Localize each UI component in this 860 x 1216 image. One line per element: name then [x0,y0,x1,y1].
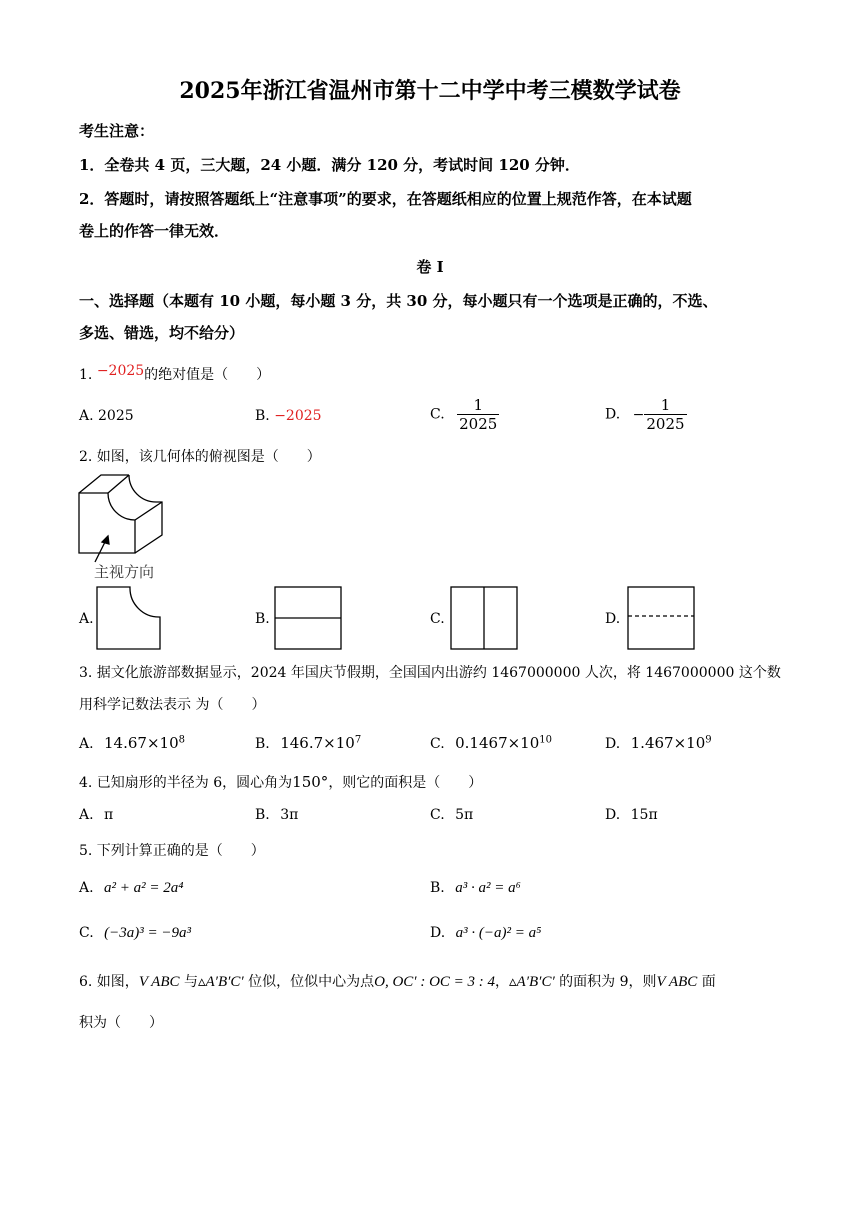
q2-option-a-figure [96,586,162,650]
q5-option-c [79,925,191,942]
q6-text-3: 位似，位似中心为点 [243,974,375,990]
q3-option-c-label: C. [430,736,445,752]
q2-option-d-label: D. [605,611,621,627]
part1-heading-line-2: 多选、错选，均不给分） [79,324,245,342]
notice-heading: 考生注意： [79,122,155,140]
q3-option-a-exponent: 8 [178,734,185,746]
q5-option-c-label: C. [79,925,94,941]
q6-text-1: 6. 如图， [79,974,139,990]
q4-option-a-label: A. [79,807,94,823]
q3-option-c-value: 0.1467×10 [455,734,540,752]
q6-triangle-abc: V ABC [138,974,180,990]
q1-expression: −2025 [96,363,145,379]
q6-stem-line-2: 积为（ ） [79,1015,163,1031]
q2-option-c-label: C. [430,611,445,627]
notice-item-2-line-2: 卷上的作答一律无效． [79,222,230,240]
q4-option-c-label: C. [430,807,445,823]
q2-option-a-label: A. [79,611,94,627]
q1-option-d-numerator: 1 [644,396,686,415]
q6-ratio: O, OC′ : OC = 3 : 4 [374,974,496,990]
part1-heading-line-1: 一、选择题（本题有 10 小题，每小题 3 分，共 30 分，每小题只有一个选项是正确的，不选、 [79,292,718,310]
q1-option-a-value: 2025 [98,408,134,424]
q4-option-d-label: D. [605,807,621,823]
q1-option-d-label: D. [605,406,621,423]
q1-option-b [255,408,322,424]
q4-option-b-value: 3π [280,807,299,823]
q4-option-d-value: 15π [630,807,658,823]
q1-option-a [79,408,134,424]
q1-stem-text: 的绝对值是（ ） [144,367,271,383]
q1-option-d [605,396,687,433]
notice-item-1: 1．全卷共 4 页，三大题，24 小题．满分 120 分，考试时间 120 分钟． [79,156,580,174]
q6-triangle-abc-2: V ABC [656,974,698,990]
q5-option-d-expression: a³ · (−a)² = a⁵ [455,925,542,941]
q5-option-d-label: D. [430,925,446,941]
q3-option-b-label: B. [255,736,270,752]
q5-option-a [79,880,183,897]
q2-option-b-label: B. [255,611,270,627]
q2-stem: 2. 如图，该几何体的俯视图是（ ） [79,449,321,465]
q4-stem-part-1: 4. 已知扇形的半径为 6，圆心角为 [79,775,293,791]
q1-option-c [430,396,499,433]
q5-option-b [430,880,521,897]
q1-stem [79,364,270,384]
q4-option-c [430,807,473,823]
q3-option-d-value: 1.467×10 [630,734,706,752]
q4-stem [79,772,482,792]
q3-option-b-exponent: 7 [354,734,362,746]
q6-text-2: 与 [179,974,198,990]
q3-option-a-value: 14.67×10 [104,734,179,752]
q3-stem-line-1: 3. 据文化旅游部数据显示，2024 年国庆节假期，全国国内出游约 1467000000 人次，将 1467000000 这个数 [79,665,781,681]
q3-stem-line-2: 用科学记数法表示 为（ ） [79,697,266,713]
q4-option-b [255,807,298,823]
q5-option-b-label: B. [430,880,445,896]
q5-option-d [430,925,541,942]
q3-option-b-value: 146.7×10 [280,734,355,752]
q6-text-4: ， [495,974,510,990]
q3-option-a-label: A. [79,736,94,752]
q2-direction-arrow [92,534,112,564]
q1-option-b-label: B. [255,408,270,424]
q4-stem-part-2: ，则它的面积是（ ） [328,775,483,791]
q1-option-c-numerator: 1 [457,396,499,415]
q4-option-b-label: B. [255,807,270,823]
q4-angle: 150° [292,773,329,791]
q3-option-c-exponent: 10 [539,734,552,746]
q1-option-b-value: −2025 [274,408,322,424]
notice-item-2-line-1: 2．答题时，请按照答题纸上“注意事项”的要求，在答题纸相应的位置上规范作答，在本试题 [79,190,692,208]
q4-option-a-value: π [104,807,114,823]
q4-option-c-value: 5π [455,807,474,823]
q3-option-a [79,734,185,752]
section-label: 卷 I [416,258,444,276]
q3-option-c [430,734,552,752]
page-title: 2025年浙江省温州市第十二中学中考三模数学试卷 [179,78,681,104]
q6-stem-line-1 [79,971,716,991]
q6-triangle-prime-2: ▵A′B′C′ [509,974,555,990]
q6-text-6: 面 [697,974,716,990]
q6-text-5: 的面积为 9，则 [554,974,657,990]
q3-option-d-label: D. [605,736,621,752]
q2-option-d-figure [627,586,695,650]
q1-number: 1. [79,367,93,383]
q2-option-c-figure [450,586,518,650]
q4-option-d [605,807,658,823]
q6-triangle-prime: ▵A′B′C′ [197,974,244,990]
q1-option-c-label: C. [430,406,445,423]
q1-option-c-denominator: 2025 [459,415,498,433]
q5-option-c-expression: (−3a)³ = −9a³ [104,925,191,941]
q3-option-b [255,734,361,752]
q5-stem: 5. 下列计算正确的是（ ） [79,843,265,859]
q5-option-a-expression: a² + a² = 2a⁴ [104,880,184,896]
q1-option-d-sign: − [632,406,645,423]
q3-option-d [605,734,712,752]
q5-option-a-label: A. [79,880,94,896]
q5-option-b-expression: a³ · a² = a⁶ [455,880,521,896]
q4-option-a [79,807,113,823]
q3-option-d-exponent: 9 [705,734,712,746]
q2-option-b-figure [274,586,342,650]
q2-figure-caption: 主视方向 [94,563,155,581]
q1-option-d-denominator: 2025 [646,415,685,433]
q1-option-a-label: A. [79,408,94,424]
